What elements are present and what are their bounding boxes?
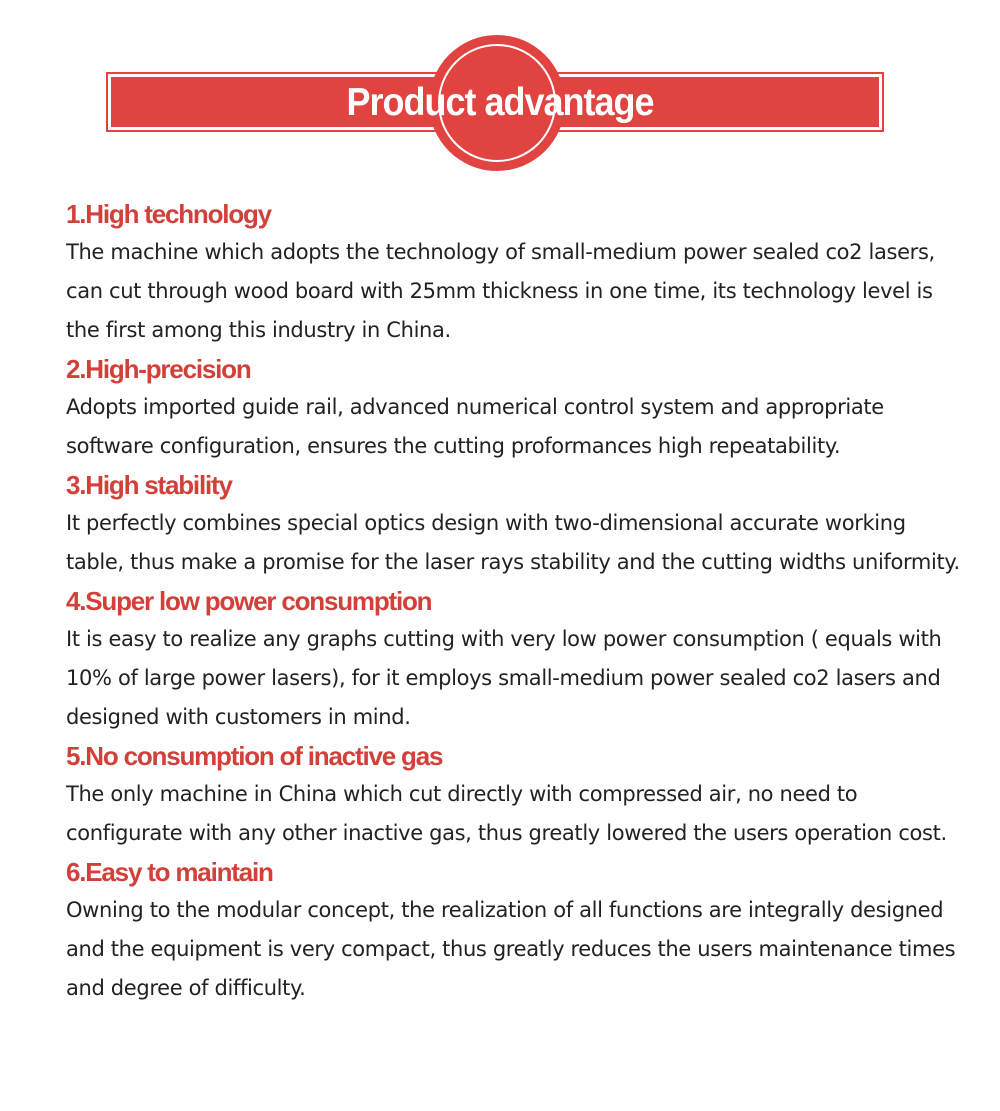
advantage-description: Adopts imported guide rail, advanced numerical control system and appropriate software configuration, ensures the cutting proformances high repeatability. xyxy=(66,395,884,458)
page-title: Product advantage xyxy=(346,79,654,124)
advantage-section xyxy=(66,853,966,1008)
advantage-section xyxy=(66,466,966,582)
advantage-description: The machine which adopts the technology of small-medium power sealed co2 lasers, can cut through wood board with 25mm thickness in one time, its technology level is the first among this industry in China. xyxy=(66,240,935,342)
title-banner xyxy=(0,0,1000,175)
advantage-section xyxy=(66,350,966,466)
advantage-heading: 5.No consumption of inactive gas xyxy=(66,741,443,771)
advantage-description: The only machine in China which cut directly with compressed air, no need to configurate with any other inactive gas, thus greatly lowered the users operation cost. xyxy=(66,782,947,845)
advantage-section xyxy=(66,737,966,853)
advantage-heading: 1.High technology xyxy=(66,199,271,229)
advantage-heading: 6.Easy to maintain xyxy=(66,857,273,887)
advantage-description: It is easy to realize any graphs cutting with very low power consumption ( equals with 10% of large power lasers), for it employs small-medium power sealed co2 lasers and designed with customers in mind. xyxy=(66,627,942,729)
advantage-heading: 2.High-precision xyxy=(66,354,251,384)
advantage-description: Owning to the modular concept, the realization of all functions are integrally designed and the equipment is very compact, thus greatly reduces the users maintenance times and degree of difficulty. xyxy=(66,898,956,1000)
advantage-heading: 3.High stability xyxy=(66,470,232,500)
advantages-list xyxy=(66,195,966,1008)
advantage-heading: 4.Super low power consumption xyxy=(66,586,432,616)
advantage-description: It perfectly combines special optics design with two-dimensional accurate working table, thus make a promise for the laser rays stability and the cutting widths uniformity. xyxy=(66,511,960,574)
advantage-section xyxy=(66,195,966,350)
advantage-section xyxy=(66,582,966,737)
